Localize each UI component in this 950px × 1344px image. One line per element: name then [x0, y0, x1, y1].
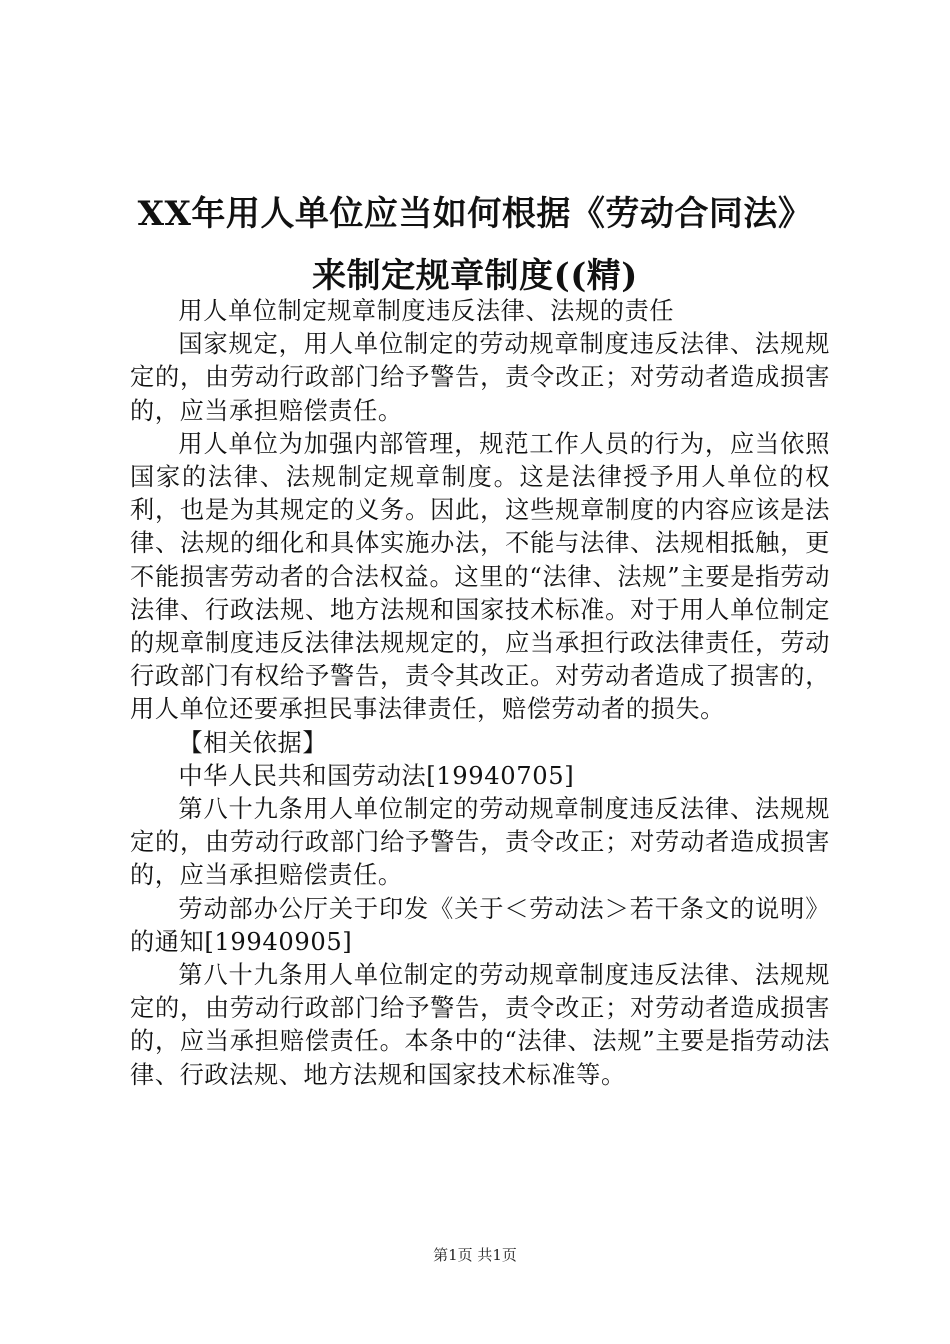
paragraph: 国家规定，用人单位制定的劳动规章制度违反法律、法规规定的，由劳动行政部门给予警告，责令改正；对劳动者造成损害的，应当承担赔偿责任。: [130, 330, 830, 425]
paragraph-article: 第八十九条用人单位制定的劳动规章制度违反法律、法规规定的，由劳动行政部门给予警告，责令改正；对劳动者造成损害的，应当承担赔偿责任。: [130, 795, 830, 890]
paragraph-section-heading: 用人单位制定规章制度违反法律、法规的责任: [178, 297, 675, 325]
document-title: [60, 183, 890, 307]
paragraph-related-basis-heading: 【相关依据】: [178, 728, 328, 757]
title-line-1: XX年用人单位应当如何根据《劳动合同法》: [137, 194, 813, 234]
paragraph-law-citation: 中华人民共和国劳动法[19940705]: [178, 761, 575, 790]
paragraph-article: 第八十九条用人单位制定的劳动规章制度违反法律、法规规定的，由劳动行政部门给予警告，责令改正；对劳动者造成损害的，应当承担赔偿责任。本条中的“法律、法规”主要是指劳动法律、行政法规、地方法规和国家技术标准等。: [130, 961, 830, 1089]
title-line-2: 来制定规章制度((精): [312, 256, 638, 296]
paragraph: 用人单位为加强内部管理，规范工作人员的行为，应当依照国家的法律、法规制定规章制度。这是法律授予用人单位的权利，也是为其规定的义务。因此，这些规章制度的内容应该是法律、法规的细化和具体实施办法，不能与法律、法规相抵触，更不能损害劳动者的合法权益。这里的“法律、法规”主要是指劳动法律、行政法规、地方法规和国家技术标准。对于用人单位制定的规章制度违反法律法规规定的，应当承担行政法律责任，劳动行政部门有权给予警告，责令其改正。对劳动者造成了损害的，用人单位还要承担民事法律责任，赔偿劳动者的损失。: [130, 429, 830, 724]
paragraph-notice-citation: 劳动部办公厅关于印发《关于＜劳动法＞若干条文的说明》的通知[19940905]: [130, 894, 830, 956]
document-body: [130, 295, 830, 1092]
page-footer: 第1页 共1页: [433, 1246, 517, 1264]
